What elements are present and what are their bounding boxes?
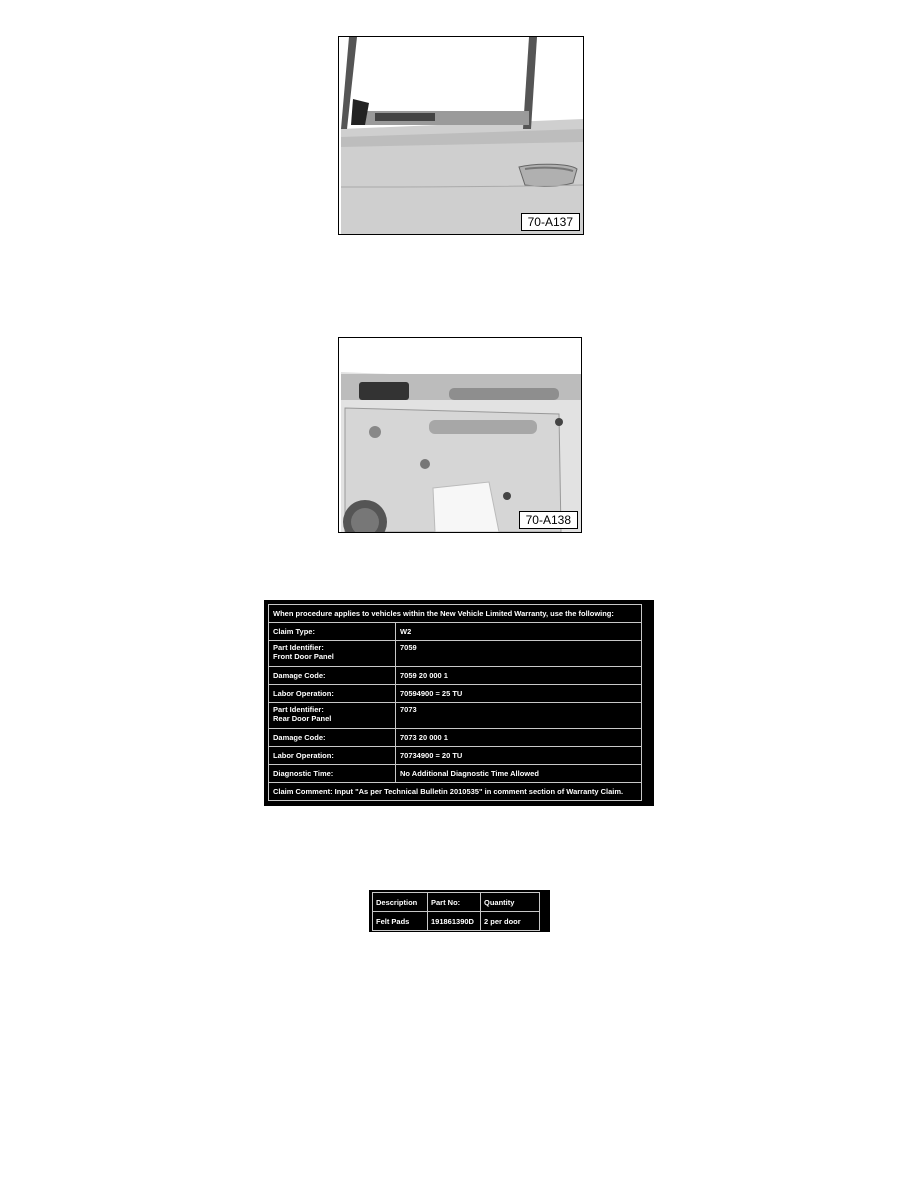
table-header-row (373, 893, 540, 912)
table-row (269, 703, 642, 729)
door-interior-illustration (339, 338, 581, 532)
row-value: 7059 (396, 641, 642, 667)
warranty-footer: Claim Comment: Input "As per Technical Bulletin 2010535" in comment section of Warranty Claim. (269, 783, 642, 801)
row-key: Damage Code: (269, 729, 396, 747)
row-value: 7059 20 000 1 (396, 667, 642, 685)
table-row (269, 729, 642, 747)
row-key: Labor Operation: (269, 747, 396, 765)
row-value: No Additional Diagnostic Time Allowed (396, 765, 642, 783)
door-exterior-illustration (339, 37, 583, 234)
table-cell: 2 per door (481, 912, 540, 931)
row-key-line: Rear Door Panel (273, 714, 332, 723)
column-header: Description (373, 893, 428, 912)
figure-label: 70-A137 (521, 213, 580, 231)
row-key-line: Part Identifier: (273, 705, 324, 714)
row-value: 7073 20 000 1 (396, 729, 642, 747)
door-exterior-figure (338, 36, 584, 235)
warranty-table (264, 600, 654, 806)
row-key: Damage Code: (269, 667, 396, 685)
table-row (269, 641, 642, 667)
row-key (269, 703, 396, 729)
row-key: Diagnostic Time: (269, 765, 396, 783)
table-cell: 191861390D (428, 912, 481, 931)
row-key (269, 641, 396, 667)
row-value: W2 (396, 623, 642, 641)
row-value: 70594900 = 25 TU (396, 685, 642, 703)
table-row (373, 912, 540, 931)
row-key-line: Part Identifier: (273, 643, 324, 652)
parts-table (369, 890, 550, 932)
table-row (269, 667, 642, 685)
figure-label: 70-A138 (519, 511, 578, 529)
table-row (269, 765, 642, 783)
warranty-header: When procedure applies to vehicles within the New Vehicle Limited Warranty, use the following: (269, 605, 642, 623)
column-header: Quantity (481, 893, 540, 912)
table-cell: Felt Pads (373, 912, 428, 931)
door-interior-figure (338, 337, 582, 533)
row-key: Claim Type: (269, 623, 396, 641)
row-key: Labor Operation: (269, 685, 396, 703)
table-row (269, 685, 642, 703)
table-row (269, 623, 642, 641)
table-row (269, 747, 642, 765)
row-key-line: Front Door Panel (273, 652, 334, 661)
row-value: 7073 (396, 703, 642, 729)
column-header: Part No: (428, 893, 481, 912)
row-value: 70734900 = 20 TU (396, 747, 642, 765)
